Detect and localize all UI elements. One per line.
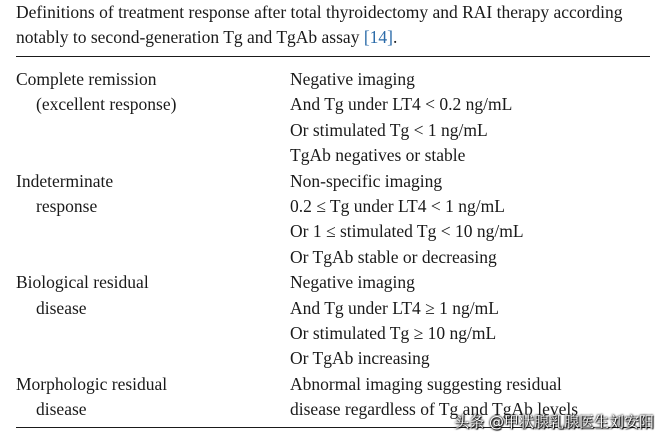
definition-line: Abnormal imaging suggesting residual xyxy=(290,373,562,394)
term-line: Biological residual xyxy=(16,272,149,293)
definition-line: Or stimulated Tg ≥ 10 ng/mL xyxy=(290,322,497,343)
term-line: disease xyxy=(36,297,87,318)
table-caption xyxy=(16,0,656,50)
caption-end: . xyxy=(392,27,398,47)
reference-link[interactable]: [14] xyxy=(363,27,393,47)
table-row-complete-remission xyxy=(0,67,668,169)
definition-cell xyxy=(290,270,668,372)
definition-line: Negative imaging xyxy=(290,69,415,89)
term-line: Morphologic residual xyxy=(16,373,168,394)
definition-line: Or 1 ≤ stimulated Tg < 10 ng/mL xyxy=(290,221,524,242)
term-line: Indeterminate xyxy=(16,170,114,191)
definition-line: TgAb negatives or stable xyxy=(290,145,466,166)
term-line: (excellent response) xyxy=(36,94,177,115)
definition-line: And Tg under LT4 < 0.2 ng/mL xyxy=(290,94,513,115)
table-top-rule xyxy=(16,56,650,57)
caption-text: Definitions of treatment response after total thyroidectomy and RAI therapy according notably to second-generation Tg and TgAb assay xyxy=(16,2,623,47)
term-line: disease xyxy=(36,399,87,420)
definition-cell xyxy=(290,67,668,169)
definition-line: Negative imaging xyxy=(290,272,415,293)
definition-line: Or TgAb increasing xyxy=(290,348,430,369)
definition-line: Or TgAb stable or decreasing xyxy=(290,246,497,267)
definition-line: disease regardless of Tg and TgAb levels xyxy=(290,399,579,420)
term-line: response xyxy=(36,195,98,216)
response-table xyxy=(0,67,668,422)
definition-line: 0.2 ≤ Tg under LT4 < 1 ng/mL xyxy=(290,195,505,216)
watermark-text: 头条 @甲状腺乳腺医生刘安阳 xyxy=(454,413,654,431)
table-row-biological-residual xyxy=(0,270,668,372)
definition-line: And Tg under LT4 ≥ 1 ng/mL xyxy=(290,297,499,318)
term-cell xyxy=(16,67,176,118)
definition-line: Or stimulated Tg < 1 ng/mL xyxy=(290,119,488,140)
table-row-indeterminate xyxy=(0,169,668,271)
term-line: Complete remission xyxy=(16,69,157,89)
term-cell xyxy=(16,372,167,423)
definition-line: Non-specific imaging xyxy=(290,170,443,191)
definition-cell xyxy=(290,169,668,271)
term-cell xyxy=(16,270,149,321)
term-cell xyxy=(16,169,113,220)
